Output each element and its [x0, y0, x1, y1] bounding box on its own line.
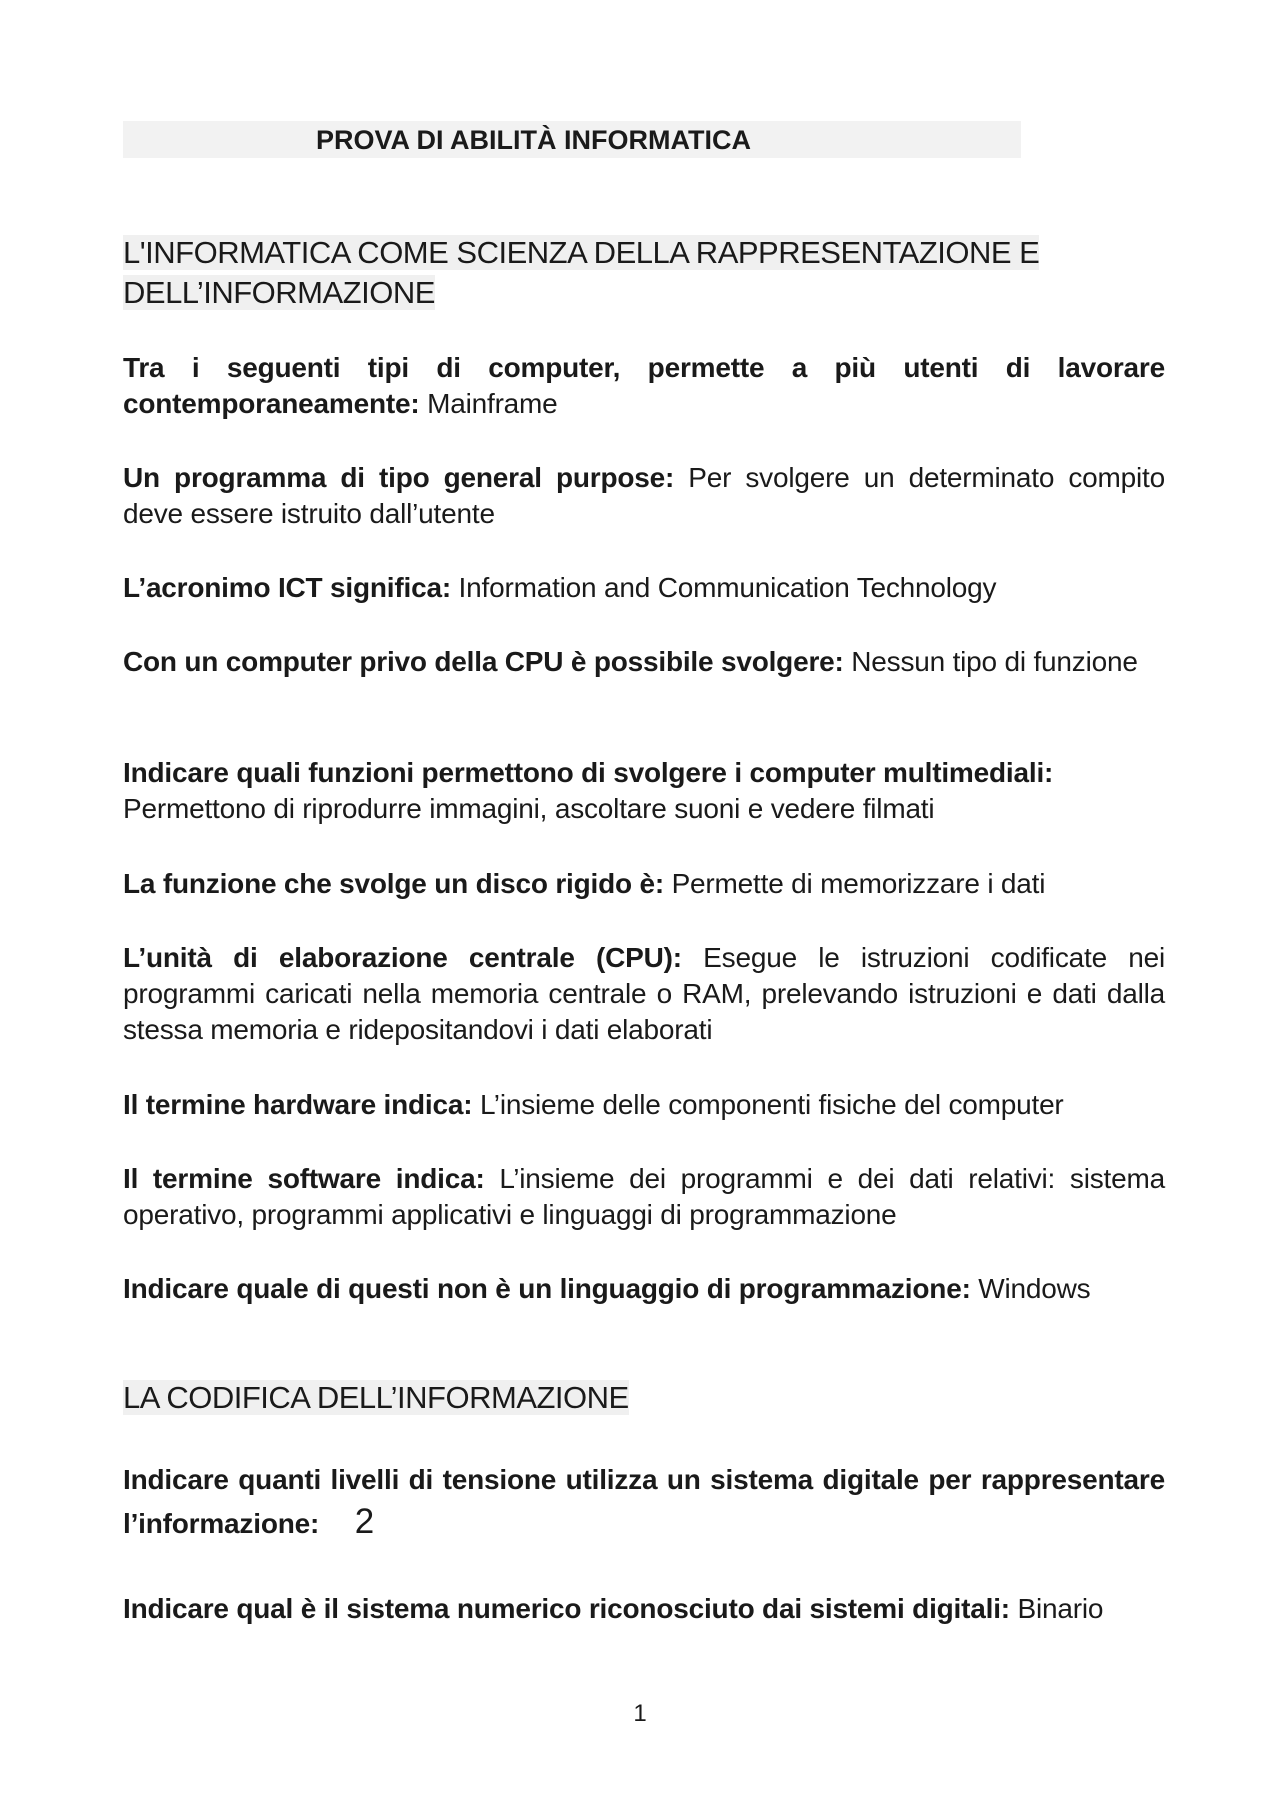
- qa-item: [123, 460, 1165, 532]
- answer: L’insieme dei programmi e dei dati relativi: sistema operativo, programmi applicativi e linguaggi di programmazione: [123, 1163, 1165, 1230]
- question: L’unità di elaborazione centrale (CPU):: [123, 942, 682, 973]
- answer: Windows: [978, 1273, 1091, 1304]
- answer: Mainframe: [427, 388, 558, 419]
- page-title: PROVA DI ABILITÀ INFORMATICA: [316, 125, 751, 155]
- qa-item: [123, 570, 1165, 606]
- qa-item: [123, 1087, 1165, 1123]
- section-heading-line: L'INFORMATICA COME SCIENZA DELLA RAPPRESENTAZIONE E: [123, 235, 1040, 270]
- question: Un programma di tipo general purpose:: [123, 462, 675, 493]
- answer: Information and Communication Technology: [458, 572, 997, 603]
- qa-item: [123, 1459, 1165, 1545]
- qa-item: [123, 1161, 1165, 1233]
- qa-item: [123, 755, 1165, 827]
- question: Indicare qual è il sistema numerico riconosciuto dai sistemi digitali:: [123, 1593, 1010, 1624]
- qa-item: [123, 866, 1165, 902]
- answer: Permette di memorizzare i dati: [671, 868, 1046, 899]
- question: Indicare quali funzioni permettono di svolgere i computer multimediali:: [123, 757, 1054, 788]
- qa-item: [123, 940, 1165, 1048]
- question: L’acronimo ICT significa:: [123, 572, 451, 603]
- question: Tra i seguenti tipi di computer, permette a più utenti di lavorare contemporaneamente:: [123, 352, 1165, 419]
- qa-item: [123, 1271, 1165, 1307]
- question: Il termine software indica:: [123, 1163, 485, 1194]
- question: Indicare quanti livelli di tensione utilizza un sistema digitale per rappresentare l’informazione:: [123, 1464, 1165, 1539]
- answer: Esegue le istruzioni codificate nei programmi caricati nella memoria centrale o RAM, prelevando istruzioni e dati dalla stessa memoria e ridepositandovi i dati elaborati: [123, 942, 1165, 1045]
- answer: Binario: [1017, 1593, 1104, 1624]
- section-heading-informatica: [123, 233, 1039, 313]
- question: Con un computer privo della CPU è possibile svolgere:: [123, 646, 844, 677]
- question: Indicare quale di questi non è un linguaggio di programmazione:: [123, 1273, 971, 1304]
- answer: 2: [354, 1502, 374, 1541]
- section-heading-line: LA CODIFICA DELL’INFORMAZIONE: [123, 1380, 629, 1415]
- answer: Permettono di riprodurre immagini, ascoltare suoni e vedere filmati: [123, 793, 935, 824]
- qa-item: [123, 1591, 1165, 1627]
- qa-item: [123, 350, 1165, 422]
- question: La funzione che svolge un disco rigido è:: [123, 868, 664, 899]
- section-heading-codifica: [123, 1378, 629, 1418]
- question: Il termine hardware indica:: [123, 1089, 473, 1120]
- page-number: 1: [633, 1700, 647, 1727]
- section-heading-line: DELL’INFORMAZIONE: [123, 275, 435, 310]
- answer: Per svolgere un determinato compito deve essere istruito dall’utente: [123, 462, 1165, 529]
- answer: Nessun tipo di funzione: [851, 646, 1138, 677]
- qa-item: [123, 644, 1165, 680]
- answer: L’insieme delle componenti fisiche del computer: [479, 1089, 1064, 1120]
